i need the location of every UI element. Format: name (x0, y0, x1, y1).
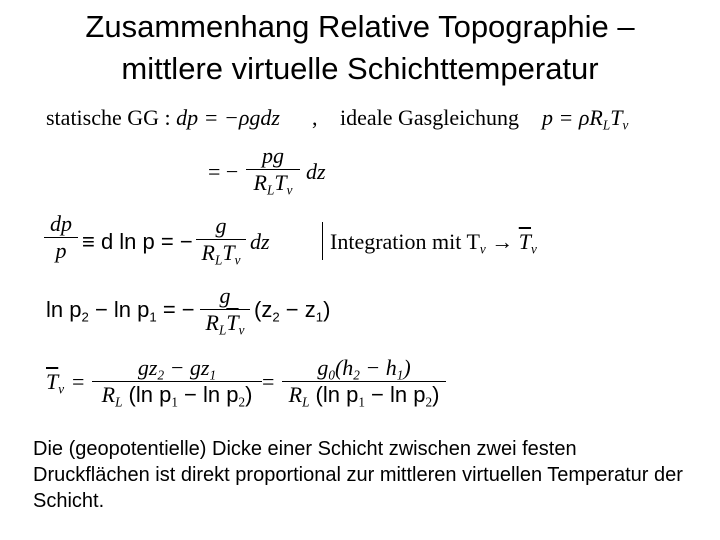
row5-fraction-2 (282, 355, 446, 410)
ideal-gas-equation: p = ρR (542, 105, 603, 130)
ideal-gas-label: ideale Gasgleichung (340, 105, 519, 130)
row5-lhs: $\overline{T}_v$ (46, 369, 65, 397)
row3-tail: dz (250, 229, 270, 254)
arrow-icon: → (491, 229, 514, 254)
row3-denominator: p (55, 238, 67, 264)
row4-denominator: $R_L\overline{T}_v$ (205, 310, 245, 338)
row2-tail: dz (306, 159, 326, 184)
row5-fraction-1 (92, 355, 262, 410)
equation-separator: , (312, 105, 318, 130)
equation-ideal-gas (340, 105, 629, 133)
ideal-gas-sub-v: v (622, 117, 629, 133)
equation-static-equilibrium (46, 106, 280, 130)
integration-target: $\overline{T}$ (518, 229, 532, 254)
row3-numerator: dp (50, 211, 72, 236)
row3-fraction-dp-p (44, 212, 78, 263)
row2-fraction (246, 143, 300, 198)
title-line-2: mittlere virtuelle Schichttemperatur (121, 51, 599, 86)
row5-numerator-2: $g_0(h_2 - h_1)$ (317, 355, 411, 383)
row2-denominator: $R_LT_v$ (253, 170, 293, 198)
row3-middle-text: ≡ d ln p = − (82, 229, 193, 254)
integration-target-sub: v (531, 241, 537, 257)
ideal-gas-sub-l: L (602, 117, 611, 133)
static-label: statische GG : (46, 105, 171, 130)
slide-title (0, 6, 720, 90)
row4-fraction (200, 283, 250, 338)
ideal-gas-t: T (610, 105, 623, 130)
row3-integration-note (330, 229, 537, 257)
title-line-1: Zusammenhang Relative Topographie – (85, 9, 635, 44)
row5-denominator-2: $R_L$ (ln $p_1 - \ln p_2$) (288, 382, 440, 410)
row5-numerator-1: $gz_2 - gz_1$ (137, 355, 217, 383)
row3-g-denominator: $R_LT_v$ (201, 240, 241, 268)
integration-note-text: Integration mit T (330, 229, 480, 254)
row3-g-numerator: g (215, 213, 227, 238)
row3-fraction-g (196, 213, 246, 268)
row4-tail: $(z_2 - z_1)$ (254, 297, 331, 325)
static-equation: dp = −ρgdz (176, 105, 280, 130)
row3-integration-bar (322, 222, 323, 260)
row3-middle (82, 230, 193, 254)
integration-note-sub: v (479, 241, 486, 257)
row2-numerator: pg (262, 143, 284, 168)
row4-lhs: $\ln p_2 - \ln p_1$ = − (46, 297, 195, 325)
row5-denominator-1: $R_L$ (ln $p_1 - \ln p_2$) (101, 382, 253, 410)
row2-lhs: = − (208, 159, 239, 184)
row5-equals-1: = (72, 369, 85, 394)
explanation-text: Die (geopotentielle) Dicke einer Schicht zwischen zwei festen Druckflächen ist direkt proportional zur mittleren virtuellen Temperatur der Schicht. (33, 438, 683, 512)
row5-equals-2: = (262, 369, 275, 394)
row4-numerator: g (219, 283, 231, 308)
